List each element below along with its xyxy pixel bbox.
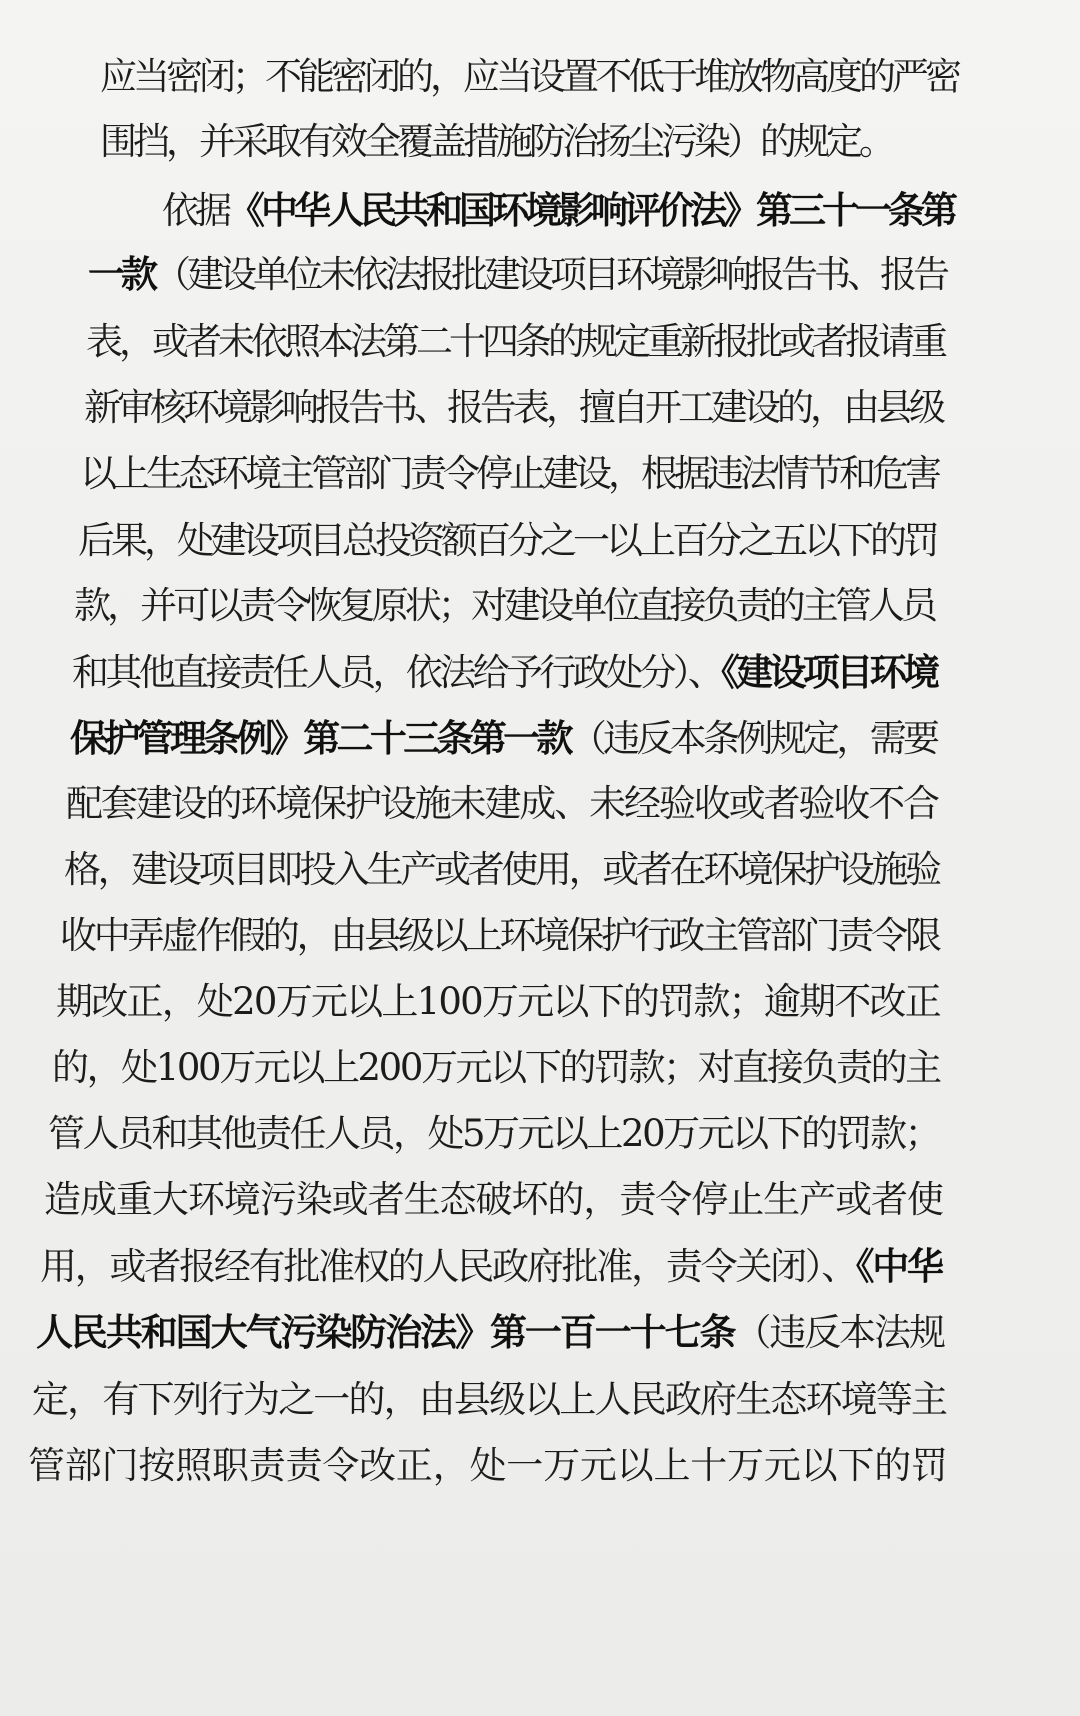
text-line <box>32 1376 948 1424</box>
text-line <box>88 250 946 299</box>
text-line <box>72 648 940 697</box>
text-line <box>100 118 892 166</box>
text-segment: 款，并可以责令恢复原状；对建设单位直接负责的主管人员 <box>74 584 935 627</box>
text-segment: 定，有下列行为之一的，由县级以上人民政府生态环境等主 <box>32 1378 947 1421</box>
text-line <box>52 1044 942 1092</box>
text-line <box>100 53 958 101</box>
text-segment: 格，建设项目即投入生产或者使用，或者在环境保护设施验 <box>64 848 939 891</box>
text-segment: 和其他直接责任人员，依法给予行政处分）、 <box>72 651 722 694</box>
text-line <box>84 384 942 432</box>
bold-text-segment: 《中华人民共和国环境影响评价法》第三十一条第 <box>228 188 954 232</box>
text-segment: （建设单位未依法报批建设项目环境影响报告书、报告 <box>154 253 946 296</box>
bold-text-segment: 人民共和国大气污染防治法》第一百一十七条 <box>36 1310 735 1354</box>
text-line <box>78 517 938 565</box>
text-segment: 造成重大环境污染或者生态破坏的，责令停止生产或者使 <box>44 1178 943 1221</box>
text-line <box>64 846 942 894</box>
bold-text-segment: 保护管理条例》第二十三条第一款 <box>70 716 570 760</box>
text-line <box>74 582 938 630</box>
text-segment: 后果，处建设项目总投资额百分之一以上百分之五以下的罚 <box>78 519 936 562</box>
text-line <box>70 714 940 763</box>
text-segment: 管部门按照职责责令改正，处一万元以上十万元以下的罚 <box>28 1444 948 1487</box>
text-segment: （违反本法规 <box>734 1311 944 1354</box>
text-segment: 期改正，处20万元以上100万元以下的罚款；逾期不改正 <box>56 980 940 1023</box>
text-segment: 收中弄虚作假的，由县级以上环境保护行政主管部门责令限 <box>60 914 939 957</box>
text-line <box>80 450 938 498</box>
text-segment: 以上生态环境主管部门责令停止建设，根据违法情节和危害 <box>80 452 938 495</box>
text-segment: 用，或者报经有批准权的人民政府批准，责令关闭）、 <box>40 1245 856 1288</box>
text-line <box>56 978 942 1026</box>
text-segment: 的，处100万元以上200万元以下的罚款；对直接负责的主 <box>52 1046 940 1089</box>
text-segment: 依据 <box>162 189 228 232</box>
text-line <box>66 780 940 828</box>
text-segment: 配套建设的环境保护设施未建成、未经验收或者验收不合 <box>66 782 938 825</box>
text-segment: 新审核环境影响报告书、报告表，擅自开工建设的，由县级 <box>84 386 942 429</box>
bold-text-segment: 《建设项目环境 <box>721 650 937 694</box>
text-segment: 应当密闭；不能密闭的，应当设置不低于堆放物高度的严密 <box>100 55 958 98</box>
text-line <box>44 1176 944 1224</box>
text-line <box>60 912 942 960</box>
bold-text-segment: 《中华 <box>855 1244 942 1288</box>
text-line <box>36 1308 946 1357</box>
text-line <box>40 1242 944 1291</box>
text-line <box>48 1110 942 1158</box>
text-segment: 管人员和其他责任人员，处5万元以上20万元以下的罚款； <box>48 1112 940 1155</box>
text-segment: 围挡，并采取有效全覆盖措施防治扬尘污染）的规定。 <box>100 120 892 163</box>
text-segment: （违反本条例规定，需要 <box>569 717 937 760</box>
text-line <box>86 318 944 366</box>
text-line <box>28 1442 948 1490</box>
bold-text-segment: 一款 <box>88 252 154 296</box>
text-line <box>162 186 954 235</box>
text-segment: 表，或者未依照本法第二十四条的规定重新报批或者报请重 <box>86 320 944 363</box>
